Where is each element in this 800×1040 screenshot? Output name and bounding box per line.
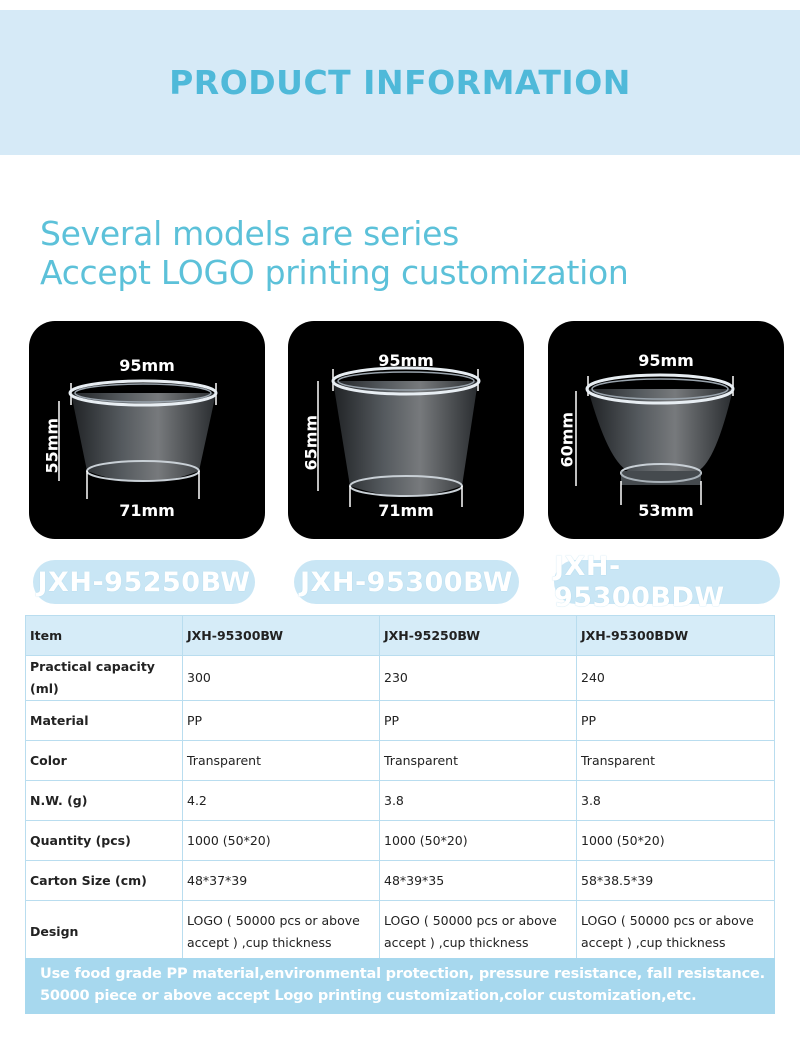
- cell: 58*38.5*39: [577, 861, 775, 901]
- table-row: [26, 701, 775, 741]
- table-row: [26, 861, 775, 901]
- model-label-3: [554, 551, 780, 613]
- bottom-diameter-label: 71mm: [119, 501, 175, 520]
- cell: JXH-95250BW: [380, 616, 577, 656]
- spec-table: [25, 615, 775, 964]
- tagline-line-2: Accept LOGO printing customization: [40, 253, 629, 292]
- cell: PP: [380, 701, 577, 741]
- tagline-line-1: Several models are series: [40, 214, 460, 253]
- model-label-2: [294, 560, 519, 604]
- cell: 4.2: [183, 781, 380, 821]
- model-label-1: [33, 560, 255, 604]
- height-label: 65mm: [301, 414, 321, 471]
- table-row: [26, 821, 775, 861]
- cell: 48*39*35: [380, 861, 577, 901]
- model-name: JXH-95300BDW: [554, 551, 725, 613]
- table-row: [26, 741, 775, 781]
- row-label: Quantity (pcs): [26, 821, 183, 861]
- cell: 3.8: [380, 781, 577, 821]
- top-diameter-label: 95mm: [638, 351, 694, 370]
- row-label: N.W. (g): [26, 781, 183, 821]
- product-photo-2: [288, 321, 524, 539]
- row-label: Material: [26, 701, 183, 741]
- cell: Transparent: [380, 741, 577, 781]
- bottom-diameter-label: 53mm: [638, 501, 694, 520]
- row-label: Design: [26, 901, 183, 964]
- product-photo-3: [548, 321, 784, 539]
- cell: Transparent: [183, 741, 380, 781]
- table-row: [26, 781, 775, 821]
- footer-note: [25, 958, 775, 1014]
- row-label: Color: [26, 741, 183, 781]
- header-banner: [0, 10, 800, 155]
- table-row: [26, 616, 775, 656]
- top-diameter-label: 95mm: [119, 356, 175, 375]
- footer-line-1: Use food grade PP material,environmental protection, pressure resistance, fall resistance.: [40, 966, 765, 982]
- model-name: JXH-95250BW: [37, 566, 251, 598]
- cell: JXH-95300BW: [183, 616, 380, 656]
- cell: 300: [183, 656, 380, 701]
- cell: 48*37*39: [183, 861, 380, 901]
- cell: PP: [577, 701, 775, 741]
- height-label: 60mm: [557, 411, 577, 468]
- cell: 3.8: [577, 781, 775, 821]
- model-name: JXH-95300BW: [300, 566, 513, 598]
- cell: PP: [183, 701, 380, 741]
- cell: LOGO ( 50000 pcs or above accept ) ,cup thickness: [380, 901, 577, 964]
- cell: JXH-95300BDW: [577, 616, 775, 656]
- cell: 240: [577, 656, 775, 701]
- cell: 1000 (50*20): [380, 821, 577, 861]
- height-label: 55mm: [42, 417, 62, 474]
- row-label: Practical capacity (ml): [26, 656, 183, 701]
- cell: 1000 (50*20): [577, 821, 775, 861]
- table-row: [26, 901, 775, 964]
- footer-line-2: 50000 piece or above accept Logo printing customization,color customization,etc.: [40, 988, 697, 1004]
- row-label: Item: [26, 616, 183, 656]
- cell: LOGO ( 50000 pcs or above accept ) ,cup thickness: [183, 901, 380, 964]
- page-title: PRODUCT INFORMATION: [169, 63, 631, 102]
- cell: LOGO ( 50000 pcs or above accept ) ,cup thickness: [577, 901, 775, 964]
- cell: 230: [380, 656, 577, 701]
- cell: Transparent: [577, 741, 775, 781]
- bottom-diameter-label: 71mm: [378, 501, 434, 520]
- row-label: Carton Size (cm): [26, 861, 183, 901]
- product-photo-1: [29, 321, 265, 539]
- top-diameter-label: 95mm: [378, 351, 434, 370]
- table-row: [26, 656, 775, 701]
- cell: 1000 (50*20): [183, 821, 380, 861]
